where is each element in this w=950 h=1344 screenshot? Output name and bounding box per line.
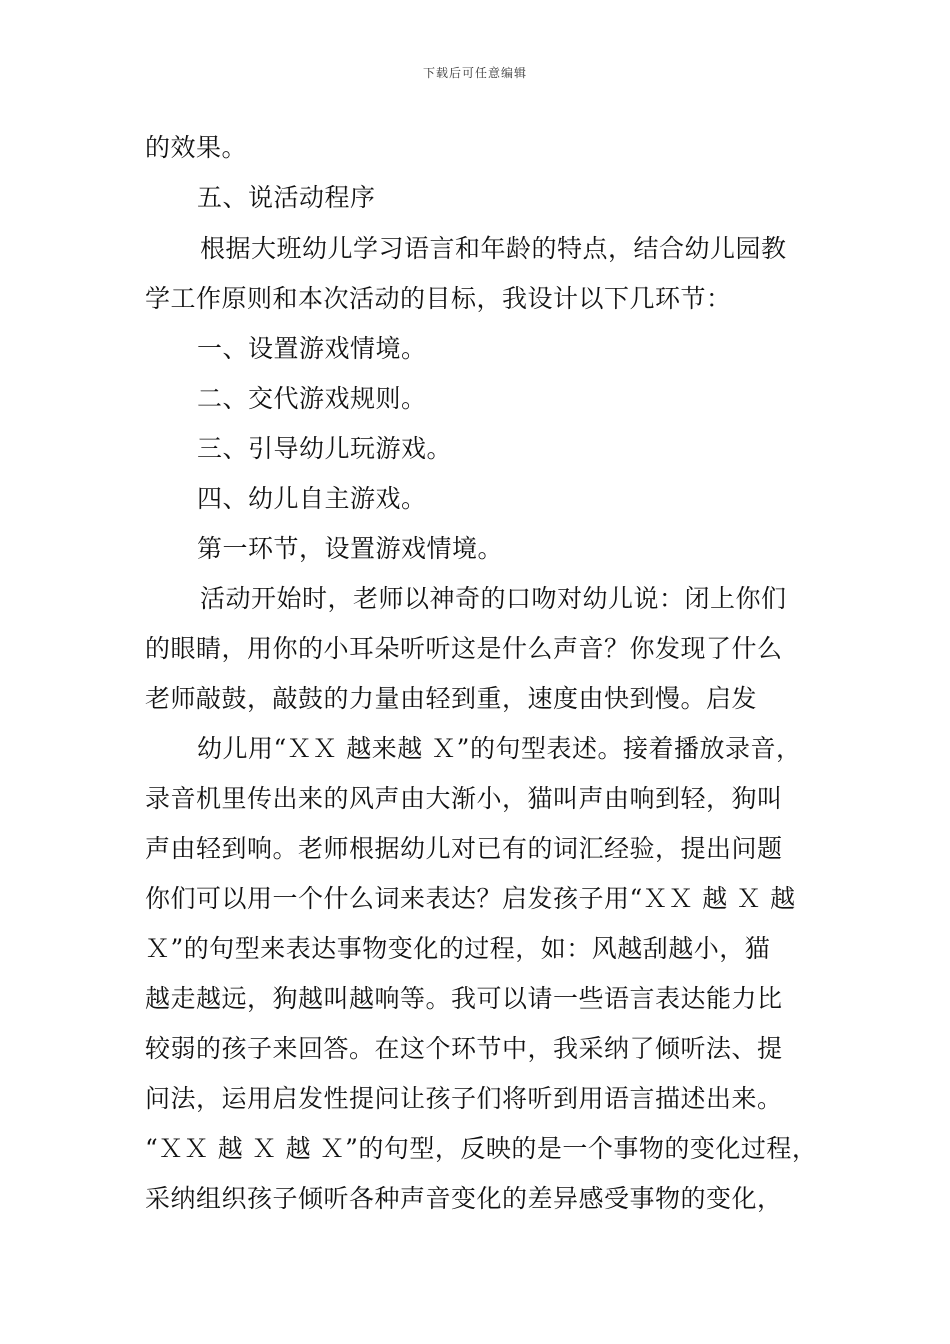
text-line: 学工作原则和本次活动的目标，我设计以下几环节：: [145, 284, 732, 313]
text-line: 问法，运用启发性提问让孩子们将听到用语言描述出来。: [145, 1084, 783, 1113]
page-header: 下载后可任意编辑: [422, 66, 527, 80]
text-line: 声由轻到响。老师根据幼儿对已有的词汇经验，提出问题: [145, 834, 783, 863]
text-line: 越走越远，狗越叫越响等。我可以请一些语言表达能力比: [145, 984, 783, 1013]
text-line: Ｘ”的句型来表达事物变化的过程，如：风越刮越小，猫: [145, 934, 771, 963]
text-line: “ＸＸ 越 Ｘ 越 Ｘ”的句型，反映的是一个事物的变化过程，: [145, 1134, 818, 1163]
list-item: 二、交代游戏规则。: [197, 384, 427, 413]
text-line: 你们可以用一个什么词来表达？启发孩子用“ＸＸ 越 Ｘ 越: [145, 884, 796, 913]
text-line: 第一环节，设置游戏情境。: [197, 534, 504, 563]
text-line: 较弱的孩子来回答。在这个环节中，我采纳了倾听法、提: [145, 1034, 783, 1063]
text-line: 根据大班幼儿学习语言和年龄的特点，结合幼儿园教: [200, 234, 787, 263]
list-item: 三、引导幼儿玩游戏。: [197, 434, 453, 463]
text-line: 幼儿用“ＸＸ 越来越 Ｘ”的句型表述。接着播放录音，: [197, 734, 802, 763]
text-line: 采纳组织孩子倾听各种声音变化的差异感受事物的变化，: [145, 1184, 783, 1213]
list-item: 四、幼儿自主游戏。: [197, 484, 427, 513]
section-heading: 五、说活动程序: [197, 183, 376, 212]
text-line: 老师敲鼓，敲鼓的力量由轻到重，速度由快到慢。启发: [145, 684, 758, 713]
text-line: 活动开始时，老师以神奇的口吻对幼儿说：闭上你们: [200, 584, 787, 613]
text-line: 的眼睛，用你的小耳朵听听这是什么声音？你发现了什么: [145, 634, 783, 663]
text-line: 的效果。: [145, 133, 248, 162]
text-line: 录音机里传出来的风声由大渐小，猫叫声由响到轻，狗叫: [145, 784, 783, 813]
list-item: 一、设置游戏情境。: [197, 334, 427, 363]
